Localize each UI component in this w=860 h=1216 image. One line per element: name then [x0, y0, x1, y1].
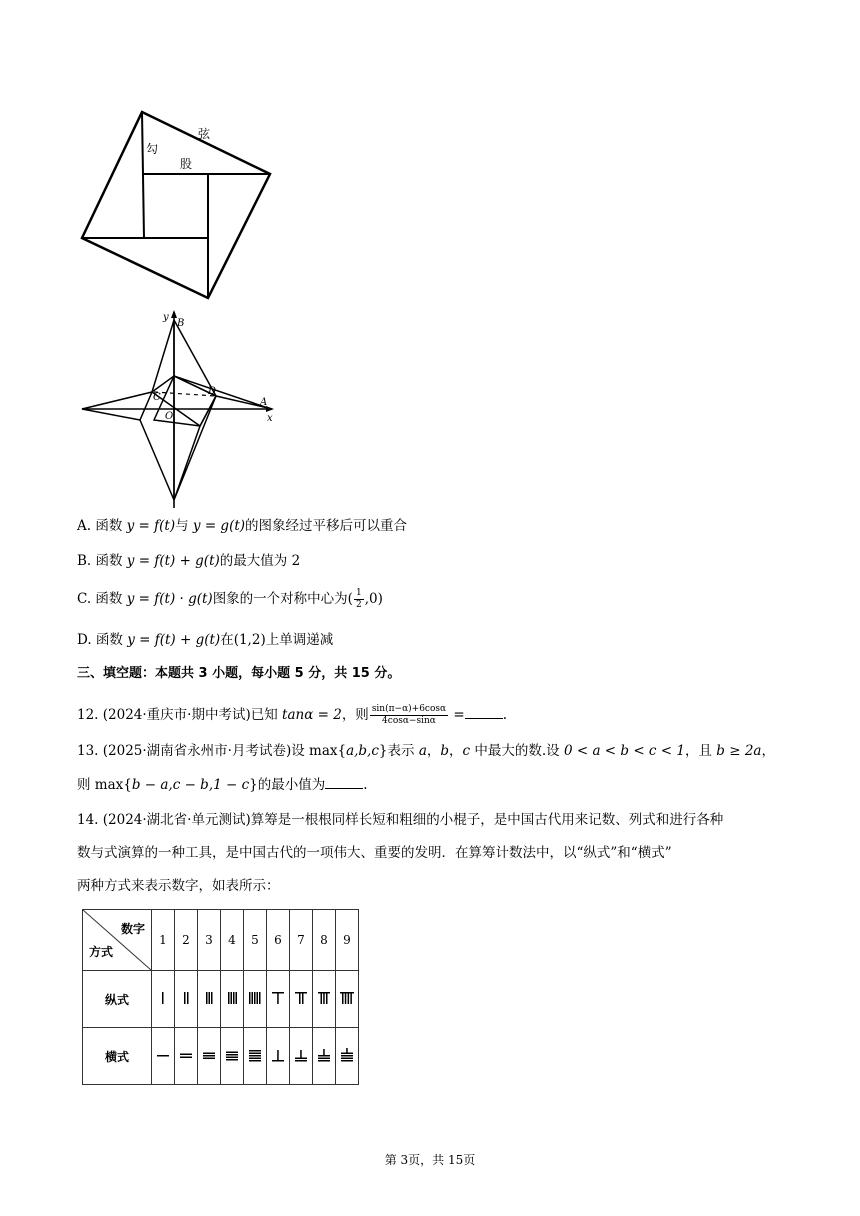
pinwheel-diagram	[80, 308, 280, 512]
rod-cell	[267, 971, 290, 1028]
rod-cell	[198, 1028, 221, 1085]
label-C: C	[153, 392, 161, 403]
rod-cell	[198, 971, 221, 1028]
rod-cell	[221, 971, 244, 1028]
question-13-line-1: 13. (2025·湖南省永州市·月考试卷)设 max{a,b,c}表示 a，b，c 中最大的数.设 0 < a < b < c < 1，且 b ≥ 2a，	[77, 743, 775, 759]
question-14-line-1: 14. (2024·湖北省·单元测试)算筹是一根根同样长短和粗细的小棍子，是中国古代用来记数、列式和进行各种	[77, 812, 724, 828]
column-header: 2	[175, 910, 198, 971]
rod-cell	[313, 1028, 336, 1085]
option-a: A. 函数 y = f(t)与 y = g(t)的图象经过平移后可以重合	[77, 518, 408, 534]
header-method-label: 方式	[89, 945, 114, 959]
label-B: B	[177, 318, 185, 329]
rod-cell	[313, 971, 336, 1028]
section-heading: 三、填空题：本题共 3 小题，每小题 5 分，共 15 分。	[77, 666, 401, 681]
header-number-label: 数字	[120, 922, 145, 936]
label-O: O	[165, 411, 174, 422]
answer-blank[interactable]	[325, 774, 363, 789]
table-row-vertical	[83, 971, 359, 1028]
column-header: 7	[290, 910, 313, 971]
option-d: D. 函数 y = f(t) + g(t)在(1,2)上单调递减	[77, 632, 334, 648]
label-A: A	[260, 397, 268, 408]
rod-cell	[152, 1028, 175, 1085]
gougu-diagram	[76, 108, 276, 304]
fraction-half: $\frac{1}{2}$	[355, 588, 362, 610]
label-gou: 勾	[146, 142, 159, 156]
row-label-vertical: 纵式	[83, 971, 152, 1028]
column-header: 4	[221, 910, 244, 971]
label-x: x	[267, 413, 273, 424]
question-14-line-2: 数与式演算的一种工具，是中国古代的一项伟大、重要的发明．在算筹计数法中，以“纵式”和“横式”	[77, 845, 672, 861]
rod-cell	[152, 971, 175, 1028]
rod-cell	[221, 1028, 244, 1085]
label-xian: 弦	[198, 127, 211, 141]
question-13-line-2: 则 max{b − a,c − b,1 − c}的最小值为 .	[77, 774, 368, 795]
column-header: 8	[313, 910, 336, 971]
rod-cell	[175, 1028, 198, 1085]
answer-blank[interactable]	[465, 704, 503, 719]
table-header-row	[83, 910, 359, 971]
page-footer: 第 3页，共 15页	[384, 1153, 476, 1167]
rod-cell	[290, 971, 313, 1028]
column-header: 6	[267, 910, 290, 971]
counting-rods-table	[82, 909, 359, 1085]
q12-fraction: $\frac{\sin(\pi-\alpha)+6\cos\alpha}{4\cos\alpha-\sin\alpha}$	[371, 704, 447, 726]
rod-cell	[244, 1028, 267, 1085]
column-header: 3	[198, 910, 221, 971]
rod-cell	[336, 971, 359, 1028]
rod-cell	[267, 1028, 290, 1085]
column-header: 5	[244, 910, 267, 971]
label-D: D	[208, 386, 217, 397]
question-14-line-3: 两种方式来表示数字，如表所示：	[77, 878, 280, 894]
label-gu: 股	[180, 157, 193, 171]
column-header: 1	[152, 910, 175, 971]
question-12: 12. (2024·重庆市·期中考试)已知 tanα = 2，则 $\frac{\sin(\pi-\alpha)+6\cos\alpha}{4\cos\alpha-\sin\alpha}$ = .	[77, 704, 507, 726]
option-c: C. 函数 y = f(t) · g(t)图象的一个对称中心为( $\frac{1}{2}$ ,0)	[77, 588, 383, 610]
diagonal-header-cell	[83, 910, 152, 971]
table-row-horizontal	[83, 1028, 359, 1085]
rod-cell	[175, 971, 198, 1028]
row-label-horizontal: 横式	[83, 1028, 152, 1085]
option-b: B. 函数 y = f(t) + g(t)的最大值为 2	[77, 553, 301, 569]
rod-cell	[290, 1028, 313, 1085]
rod-cell	[336, 1028, 359, 1085]
label-y: y	[163, 312, 169, 323]
outer-square	[82, 112, 270, 298]
rod-cell	[244, 971, 267, 1028]
column-header: 9	[336, 910, 359, 971]
